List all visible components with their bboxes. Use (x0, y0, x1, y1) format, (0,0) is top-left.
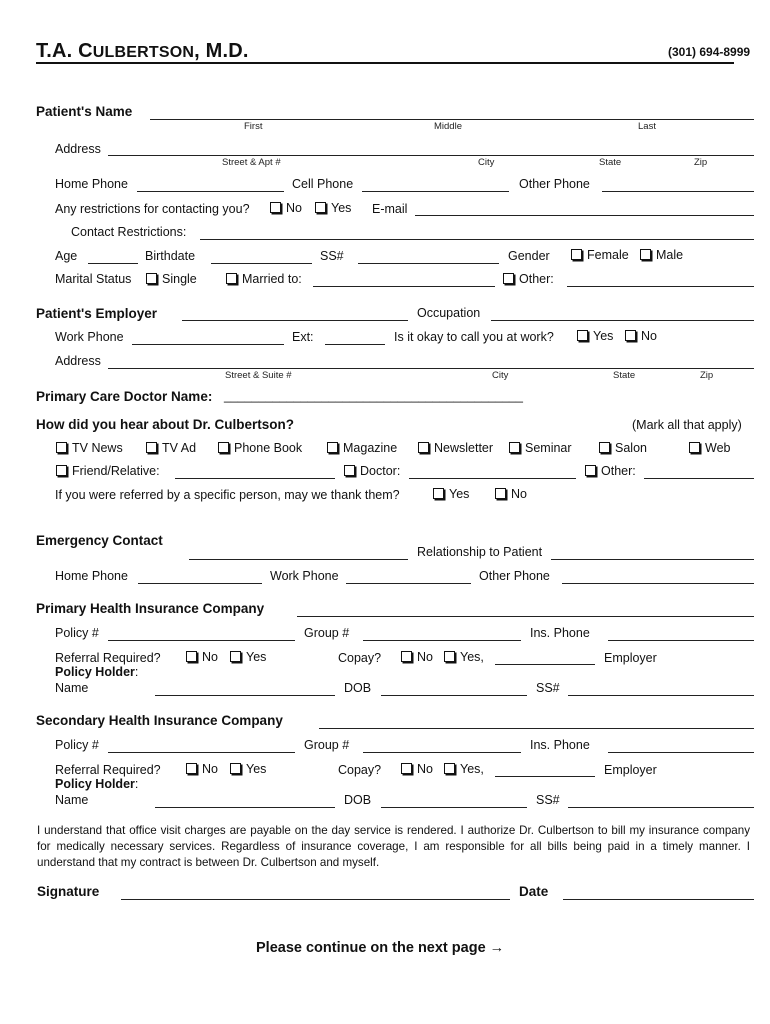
checkbox-icon (401, 651, 412, 662)
home-phone-label: Home Phone (55, 177, 128, 191)
checkbox-icon (444, 763, 455, 774)
secondary-copay-no-checkbox[interactable]: No (401, 762, 433, 776)
emergency-home-phone-field[interactable] (138, 583, 262, 584)
primary-ins-phone-field[interactable] (608, 640, 754, 641)
secondary-holder-name-field[interactable] (155, 807, 335, 808)
secondary-group-field[interactable] (363, 752, 521, 753)
tv-ad-checkbox[interactable]: TV Ad (146, 441, 196, 455)
call-work-no-checkbox[interactable]: No (625, 329, 657, 343)
single-checkbox[interactable]: Single (146, 272, 197, 286)
zip-caption: Zip (694, 157, 708, 168)
email-field[interactable] (415, 215, 754, 216)
birthdate-field[interactable] (211, 263, 312, 264)
mark-all-note: (Mark all that apply) (632, 418, 742, 432)
doctor-name-title: T.A. CULBERTSON, M.D. (36, 40, 249, 62)
primary-insurance-label: Primary Health Insurance Company (36, 601, 265, 616)
secondary-referral-yes-checkbox[interactable]: Yes (230, 762, 266, 776)
marital-other-checkbox[interactable]: Other: (503, 272, 554, 286)
secondary-dob-label: DOB (344, 793, 372, 807)
checkbox-icon (689, 442, 700, 453)
emergency-contact-field[interactable] (189, 559, 408, 560)
primary-copay-yes-checkbox[interactable]: Yes, (444, 650, 484, 664)
marital-status-label: Marital Status (55, 272, 132, 286)
work-phone-label: Work Phone (55, 330, 124, 344)
primary-care-field[interactable]: ___________________________________________ (224, 389, 523, 403)
secondary-policy-holder-label: Policy Holder: (55, 777, 139, 791)
call-work-yes-checkbox[interactable]: Yes (577, 329, 613, 343)
primary-group-field[interactable] (363, 640, 521, 641)
checkbox-icon (146, 273, 157, 284)
age-field[interactable] (88, 263, 138, 264)
state-caption: State (599, 157, 622, 168)
primary-group-label: Group # (304, 626, 350, 640)
ext-label: Ext: (292, 330, 314, 344)
thank-referrer-question: If you were referred by a specific person, may we thank them? (55, 488, 400, 502)
checkbox-icon (625, 330, 636, 341)
checkbox-icon (503, 273, 514, 284)
male-checkbox[interactable]: Male (640, 248, 683, 262)
primary-dob-label: DOB (344, 681, 372, 695)
checkbox-icon (230, 763, 241, 774)
secondary-ins-phone-label: Ins. Phone (530, 738, 590, 752)
salon-checkbox[interactable]: Salon (599, 441, 647, 455)
checkbox-icon (230, 651, 241, 662)
checkbox-icon (146, 442, 157, 453)
secondary-ssn-field[interactable] (568, 807, 754, 808)
emergency-home-phone-label: Home Phone (55, 569, 128, 583)
secondary-policy-field[interactable] (108, 752, 295, 753)
checkbox-icon (599, 442, 610, 453)
secondary-policy-label: Policy # (55, 738, 99, 752)
secondary-copay-amount-field[interactable] (495, 776, 595, 777)
tv-news-checkbox[interactable]: TV News (56, 441, 123, 455)
relationship-label: Relationship to Patient (417, 545, 543, 559)
contact-restrictions-label: Contact Restrictions: (71, 225, 187, 239)
primary-copay-label: Copay? (338, 651, 382, 665)
checkbox-icon (226, 273, 237, 284)
secondary-name-label: Name (55, 793, 89, 807)
restrictions-no-checkbox[interactable]: No (270, 201, 302, 215)
employer-address-label: Address (55, 354, 101, 368)
checkbox-icon (56, 442, 67, 453)
secondary-group-label: Group # (304, 738, 350, 752)
restrictions-question: Any restrictions for contacting you? (55, 202, 250, 216)
primary-ins-phone-label: Ins. Phone (530, 626, 590, 640)
primary-referral-required-label: Referral Required? (55, 651, 161, 665)
primary-copay-amount-field[interactable] (495, 664, 595, 665)
emergency-contact-label: Emergency Contact (36, 533, 163, 548)
checkbox-icon (344, 465, 355, 476)
primary-ssn-field[interactable] (568, 695, 754, 696)
emergency-work-phone-field[interactable] (346, 583, 471, 584)
city-caption: City (478, 157, 495, 168)
referral-other-checkbox[interactable]: Other: (585, 464, 636, 478)
checkbox-icon (433, 488, 444, 499)
primary-care-label: Primary Care Doctor Name: (36, 389, 213, 404)
secondary-referral-required-label: Referral Required? (55, 763, 161, 777)
checkbox-icon (571, 249, 582, 260)
secondary-ins-phone-field[interactable] (608, 752, 754, 753)
checkbox-icon (418, 442, 429, 453)
thank-no-checkbox[interactable]: No (495, 487, 527, 501)
thank-yes-checkbox[interactable]: Yes (433, 487, 469, 501)
street-caption: Street & Apt # (222, 157, 281, 168)
seminar-checkbox[interactable]: Seminar (509, 441, 572, 455)
primary-name-label: Name (55, 681, 89, 695)
home-phone-field[interactable] (137, 191, 284, 192)
primary-referral-yes-checkbox[interactable]: Yes (230, 650, 266, 664)
primary-policy-field[interactable] (108, 640, 295, 641)
secondary-insurance-field[interactable] (319, 728, 754, 729)
call-at-work-question: Is it okay to call you at work? (394, 330, 554, 344)
continue-next-page: Please continue on the next page → (256, 940, 505, 956)
secondary-referral-no-checkbox[interactable]: No (186, 762, 218, 776)
occupation-field[interactable] (491, 320, 754, 321)
financial-consent-text: I understand that office visit charges are payable on the day service is rendered. I authorize Dr. Culbertson to bill my insurance company for medically necessary services. Regardless of insurance coverage, I am responsible for all bills being paid in a timely manner. I understand that my contract is between Dr. Culbertson and myself. (37, 824, 750, 869)
referral-other-field[interactable] (644, 478, 754, 479)
primary-employer-label: Employer (604, 651, 657, 665)
referral-question: How did you hear about Dr. Culbertson? (36, 417, 295, 432)
checkbox-icon (315, 202, 326, 213)
address-field[interactable] (108, 155, 754, 156)
secondary-copay-label: Copay? (338, 763, 382, 777)
newsletter-checkbox[interactable]: Newsletter (418, 441, 493, 455)
checkbox-icon (186, 651, 197, 662)
checkbox-icon (509, 442, 520, 453)
cell-phone-field[interactable] (362, 191, 509, 192)
date-label: Date (519, 884, 549, 899)
checkbox-icon (577, 330, 588, 341)
employer-address-field[interactable] (108, 368, 754, 369)
emergency-other-phone-label: Other Phone (479, 569, 550, 583)
checkbox-icon (218, 442, 229, 453)
checkbox-icon (401, 763, 412, 774)
ext-field[interactable] (325, 344, 385, 345)
ssn-field[interactable] (358, 263, 499, 264)
primary-ssn-label: SS# (536, 681, 560, 695)
contact-restrictions-field[interactable] (200, 239, 754, 240)
marital-other-field[interactable] (567, 286, 754, 287)
birthdate-label: Birthdate (145, 249, 196, 263)
checkbox-icon (327, 442, 338, 453)
employer-city-caption: City (492, 370, 509, 381)
secondary-insurance-label: Secondary Health Insurance Company (36, 713, 283, 728)
middle-caption: Middle (434, 121, 462, 132)
street-suite-caption: Street & Suite # (225, 370, 292, 381)
primary-insurance-field[interactable] (297, 616, 754, 617)
secondary-copay-yes-checkbox[interactable]: Yes, (444, 762, 484, 776)
checkbox-icon (444, 651, 455, 662)
occupation-label: Occupation (417, 306, 481, 320)
date-field[interactable] (563, 899, 754, 900)
phone-book-checkbox[interactable]: Phone Book (218, 441, 302, 455)
checkbox-icon (585, 465, 596, 476)
employer-label: Patient's Employer (36, 306, 157, 321)
cell-phone-label: Cell Phone (292, 177, 354, 191)
relationship-field[interactable] (551, 559, 754, 560)
patient-name-field[interactable] (150, 119, 754, 120)
primary-holder-name-field[interactable] (155, 695, 335, 696)
checkbox-icon (186, 763, 197, 774)
secondary-employer-label: Employer (604, 763, 657, 777)
address-label: Address (55, 142, 101, 156)
gender-label: Gender (508, 249, 550, 263)
primary-policy-label: Policy # (55, 626, 99, 640)
checkbox-icon (56, 465, 67, 476)
emergency-work-phone-label: Work Phone (270, 569, 339, 583)
emergency-other-phone-field[interactable] (562, 583, 754, 584)
restrictions-yes-checkbox[interactable]: Yes (315, 201, 351, 215)
web-checkbox[interactable]: Web (689, 441, 730, 455)
friend-relative-checkbox[interactable]: Friend/Relative: (56, 464, 160, 478)
header-rule (36, 62, 734, 64)
first-caption: First (244, 121, 263, 132)
ssn-label: SS# (320, 249, 344, 263)
married-checkbox[interactable]: Married to: (226, 272, 302, 286)
office-phone: (301) 694-8999 (668, 45, 751, 59)
primary-copay-no-checkbox[interactable]: No (401, 650, 433, 664)
employer-field[interactable] (182, 320, 408, 321)
magazine-checkbox[interactable]: Magazine (327, 441, 397, 455)
secondary-dob-field[interactable] (381, 807, 527, 808)
age-label: Age (55, 249, 78, 263)
married-to-field[interactable] (313, 286, 495, 287)
other-phone-field[interactable] (602, 191, 754, 192)
last-caption: Last (638, 121, 656, 132)
signature-field[interactable] (121, 899, 510, 900)
other-phone-label: Other Phone (519, 177, 590, 191)
checkbox-icon (640, 249, 651, 260)
primary-policy-holder-label: Policy Holder: (55, 665, 139, 679)
patient-name-label: Patient's Name (36, 104, 133, 119)
signature-label: Signature (37, 884, 100, 899)
doctor-checkbox[interactable]: Doctor: (344, 464, 400, 478)
work-phone-field[interactable] (132, 344, 284, 345)
primary-dob-field[interactable] (381, 695, 527, 696)
primary-referral-no-checkbox[interactable]: No (186, 650, 218, 664)
checkbox-icon (495, 488, 506, 499)
employer-state-caption: State (613, 370, 636, 381)
friend-relative-field[interactable] (175, 478, 335, 479)
employer-zip-caption: Zip (700, 370, 714, 381)
email-label: E-mail (372, 202, 408, 216)
female-checkbox[interactable]: Female (571, 248, 629, 262)
doctor-field[interactable] (409, 478, 576, 479)
checkbox-icon (270, 202, 281, 213)
secondary-ssn-label: SS# (536, 793, 560, 807)
